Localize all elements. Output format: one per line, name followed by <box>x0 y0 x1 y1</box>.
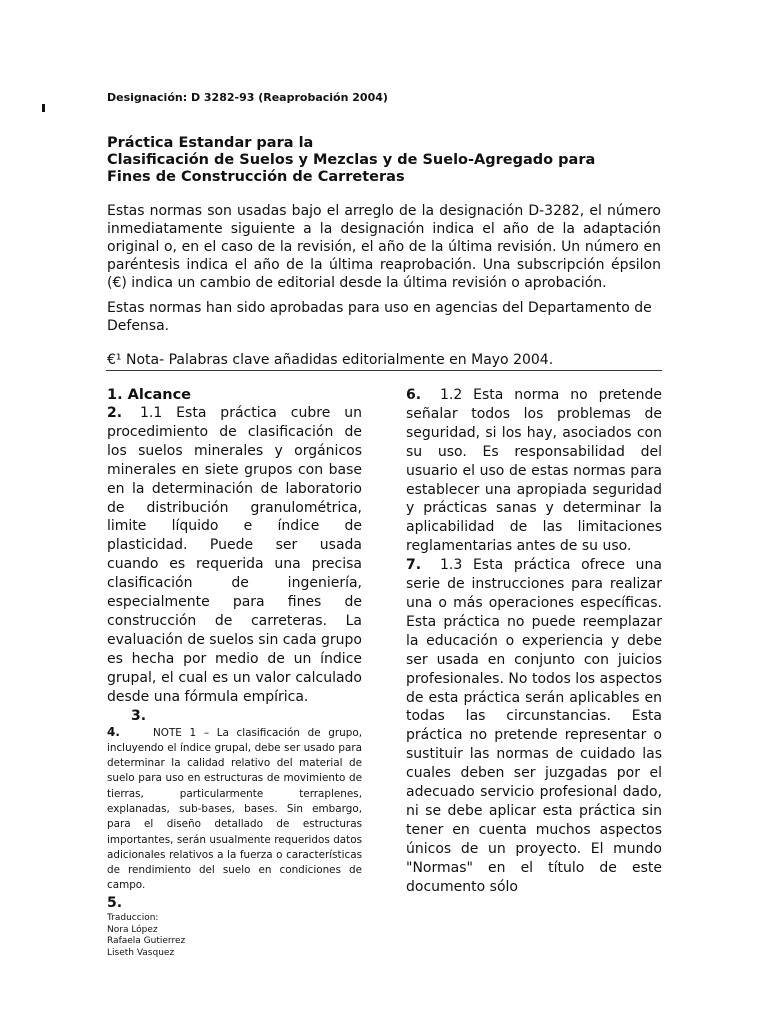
paragraph-number: 6. <box>406 387 422 403</box>
paragraph-number: 7. <box>406 557 422 574</box>
paragraph-5-number: 5. <box>107 894 123 911</box>
paragraph-2 <box>107 404 362 707</box>
section-title: Alcance <box>127 387 191 403</box>
section-heading-scope <box>107 386 362 404</box>
note-text: NOTE 1 – La clasificación de grupo, incluyendo el índice grupal, debe ser usado para determinar la calidad relativo del material de suelo para uso en estructuras de movimiento de tierras, particularmente terraplenes, explanadas, sub-bases, bases. Sin embargo, para el diseño detallado de estructuras importantes, serán usualmente requeridos datos adicionales relativos a la fuerza o características de rendimiento del suelo en condiciones de campo. <box>107 726 362 892</box>
header-divider <box>106 370 662 371</box>
paragraph-text: 1.3 Esta práctica ofrece una serie de instrucciones para realizar una o más operaciones específicas. Esta práctica no puede reemplazar la educación o experiencia y debe ser usada en conjunto con juicios profesionales. No todos los aspectos de esta práctica serán aplicables en todas las circunstancias. Esta práctica no pretende representar o sustituir las normas de cuidado las cuales deben ser juzgadas por el adecuado servicio profesional dado, ni se debe aplicar esta práctica sin tener en cuenta muchos aspectos únicos de un proyecto. El mundo "Normas" en el título de este documento sólo <box>406 557 662 895</box>
paragraph-6 <box>406 386 662 556</box>
designation-header: Designación: D 3282-93 (Reaprobación 2004) <box>107 91 388 104</box>
approval-paragraph: Estas normas han sido aprobadas para uso en agencias del Departamento de Defensa. <box>107 300 652 334</box>
paragraph-number: 4. <box>107 724 120 739</box>
section-number: 1. <box>107 387 123 403</box>
credit-name: Rafaela Gutierrez <box>107 936 186 946</box>
right-column <box>406 386 662 896</box>
note-1 <box>107 725 362 894</box>
title-line-2: Clasificación de Suelos y Mezclas y de Suelo-Agregado para <box>107 152 596 168</box>
credits-label: Traduccion: <box>107 913 159 923</box>
editorial-note: €¹ Nota- Palabras clave añadidas editorialmente en Mayo 2004. <box>107 352 554 368</box>
translation-credits <box>107 913 185 959</box>
paragraph-3-number: 3. <box>131 707 147 724</box>
credit-name: Nora López <box>107 924 158 935</box>
title-line-3: Fines de Construcción de Carreteras <box>107 169 405 185</box>
document-title <box>107 135 595 186</box>
paragraph-number: 2. <box>107 405 123 421</box>
left-column <box>107 386 362 912</box>
paragraph-text: 1.2 Esta norma no pretende señalar todos los problemas de seguridad, si los hay, asociados con su uso. Es responsabilidad del usuario el uso de estas normas para establecer una apropiada seguridad y prácticas sanas y determinar la aplicabilidad de las limitaciones reglamentarias antes de su uso. <box>406 387 662 555</box>
margin-mark <box>42 104 45 112</box>
title-line-1: Práctica Estandar para la <box>107 135 314 151</box>
credit-name: Liseth Vasquez <box>107 947 175 958</box>
paragraph-text: 1.1 Esta práctica cubre un procedimiento de clasificación de los suelos minerales y orgánicos minerales en siete grupos con base en la determinación de laboratorio de distribución granulométrica, limite líquido e índice de plasticidad. Puede ser usada cuando es requerida una precisa clasificación de ingeniería, especialmente para fines de construcción de carreteras. La evaluación de suelos sin cada grupo es hecha por medio de un índice grupal, el cual es un valor calculado desde una fórmula empírica. <box>107 405 362 705</box>
paragraph-7 <box>406 556 662 896</box>
intro-paragraph: Estas normas son usadas bajo el arreglo de la designación D-3282, el número inmediatamente siguiente a la designación indica el año de la adaptación original o, en el caso de la revisión, el año de la última revisión. Un número en paréntesis indica el año de la última reaprobación. Una subscripción épsilon (€) indica un cambio de editorial desde la última revisión o aprobación. <box>107 203 661 291</box>
